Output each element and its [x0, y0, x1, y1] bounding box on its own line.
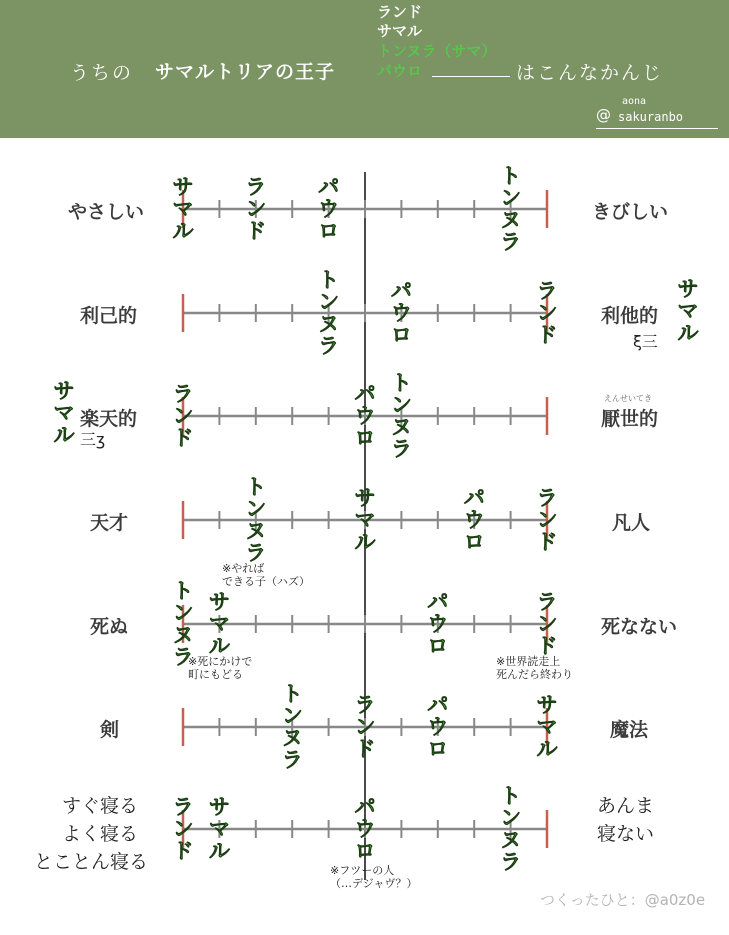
marker-rando: ランド: [536, 279, 558, 347]
marker-samaru: サマル: [172, 175, 194, 243]
row3-right-label: 厭世的: [601, 408, 659, 430]
marker-rando: ランド: [354, 693, 376, 761]
row2-left-label: 利己的: [80, 305, 138, 327]
marker-samaru: サマル: [208, 590, 230, 658]
row5-right-label: 死なない: [601, 616, 678, 638]
marker-tonnura: トンヌラ: [500, 784, 522, 874]
row1-left-label: やさしい: [68, 201, 145, 223]
marker-tonnura: トンヌラ: [245, 475, 267, 565]
candidate-pauro: パウロ: [377, 62, 423, 80]
marker-samaru: サマル: [354, 486, 376, 554]
row7-left-line2: よく寝る: [62, 823, 139, 845]
marker-tonnura: トンヌラ: [390, 371, 412, 461]
marker-tonnura: トンヌラ: [318, 268, 340, 358]
row2-right-extra-mark: ξ三: [633, 332, 658, 351]
credit-text: つくったひと：@a0z0e: [540, 891, 706, 909]
row3-right-ruby: えんせいてき: [604, 394, 652, 403]
row3-left-label: 楽天的: [80, 408, 138, 430]
row7-right-line1: あんま: [597, 795, 655, 817]
marker-samaru: サマル: [208, 795, 230, 863]
title-suffix: はこんなかんじ: [516, 62, 664, 84]
row2-right-extra-samaru: サマル: [677, 277, 699, 345]
row7-left-line1: すぐ寝る: [62, 795, 139, 817]
marker-pauro: パウロ: [427, 693, 449, 761]
marker-rando: ランド: [172, 382, 194, 450]
marker-rando: ランド: [536, 590, 558, 658]
row7-right-line2: 寝ない: [597, 823, 655, 845]
row1-right-label: きびしい: [592, 201, 669, 223]
at-icon: @: [596, 106, 611, 124]
row7-note: ※フツーの人 （…デジャヴ？）: [330, 864, 418, 890]
author-line1: aona: [622, 96, 647, 107]
marker-tonnura: トンヌラ: [281, 682, 303, 772]
row4-left-label: 天才: [90, 512, 129, 534]
marker-rando: ランド: [536, 486, 558, 554]
marker-pauro: パウロ: [463, 486, 485, 554]
row4-right-label: 凡人: [612, 512, 651, 534]
row7-left-line3: とことん寝る: [34, 851, 149, 873]
candidate-rando: ランド: [377, 3, 423, 21]
marker-tonnura: トンヌラ: [500, 164, 522, 254]
row3-left-extra-mark: 三ʒ: [80, 430, 106, 449]
candidate-samaru: サマル: [377, 22, 423, 40]
marker-pauro: パウロ: [354, 795, 376, 863]
title-prefix: うちの: [70, 62, 134, 84]
row2-right-label: 利他的: [601, 305, 659, 327]
row5-note-left: ※死にかけで 町にもどる: [188, 655, 253, 681]
marker-pauro: パウロ: [427, 590, 449, 658]
row4-note: ※やれば できる子（ハズ）: [222, 562, 310, 588]
marker-samaru: サマル: [536, 693, 558, 761]
marker-rando: ランド: [172, 795, 194, 863]
author-line2: sakuranbo: [618, 110, 684, 124]
title-game-name: サマルトリアの王子: [155, 61, 336, 83]
candidate-tonnura: トンヌラ（サマ）: [377, 42, 497, 60]
row5-note-right: ※世界読走上 死んだら終わり: [496, 655, 573, 681]
marker-rando: ランド: [245, 175, 267, 243]
marker-tonnura: トンヌラ: [172, 579, 194, 669]
row6-right-label: 魔法: [610, 719, 649, 741]
marker-pauro: パウロ: [318, 175, 340, 243]
row3-left-extra-samaru: サマル: [53, 379, 75, 447]
marker-pauro: パウロ: [390, 279, 412, 347]
marker-pauro: パウロ: [354, 382, 376, 450]
row6-left-label: 剣: [100, 719, 120, 741]
row5-left-label: 死ぬ: [90, 616, 129, 638]
